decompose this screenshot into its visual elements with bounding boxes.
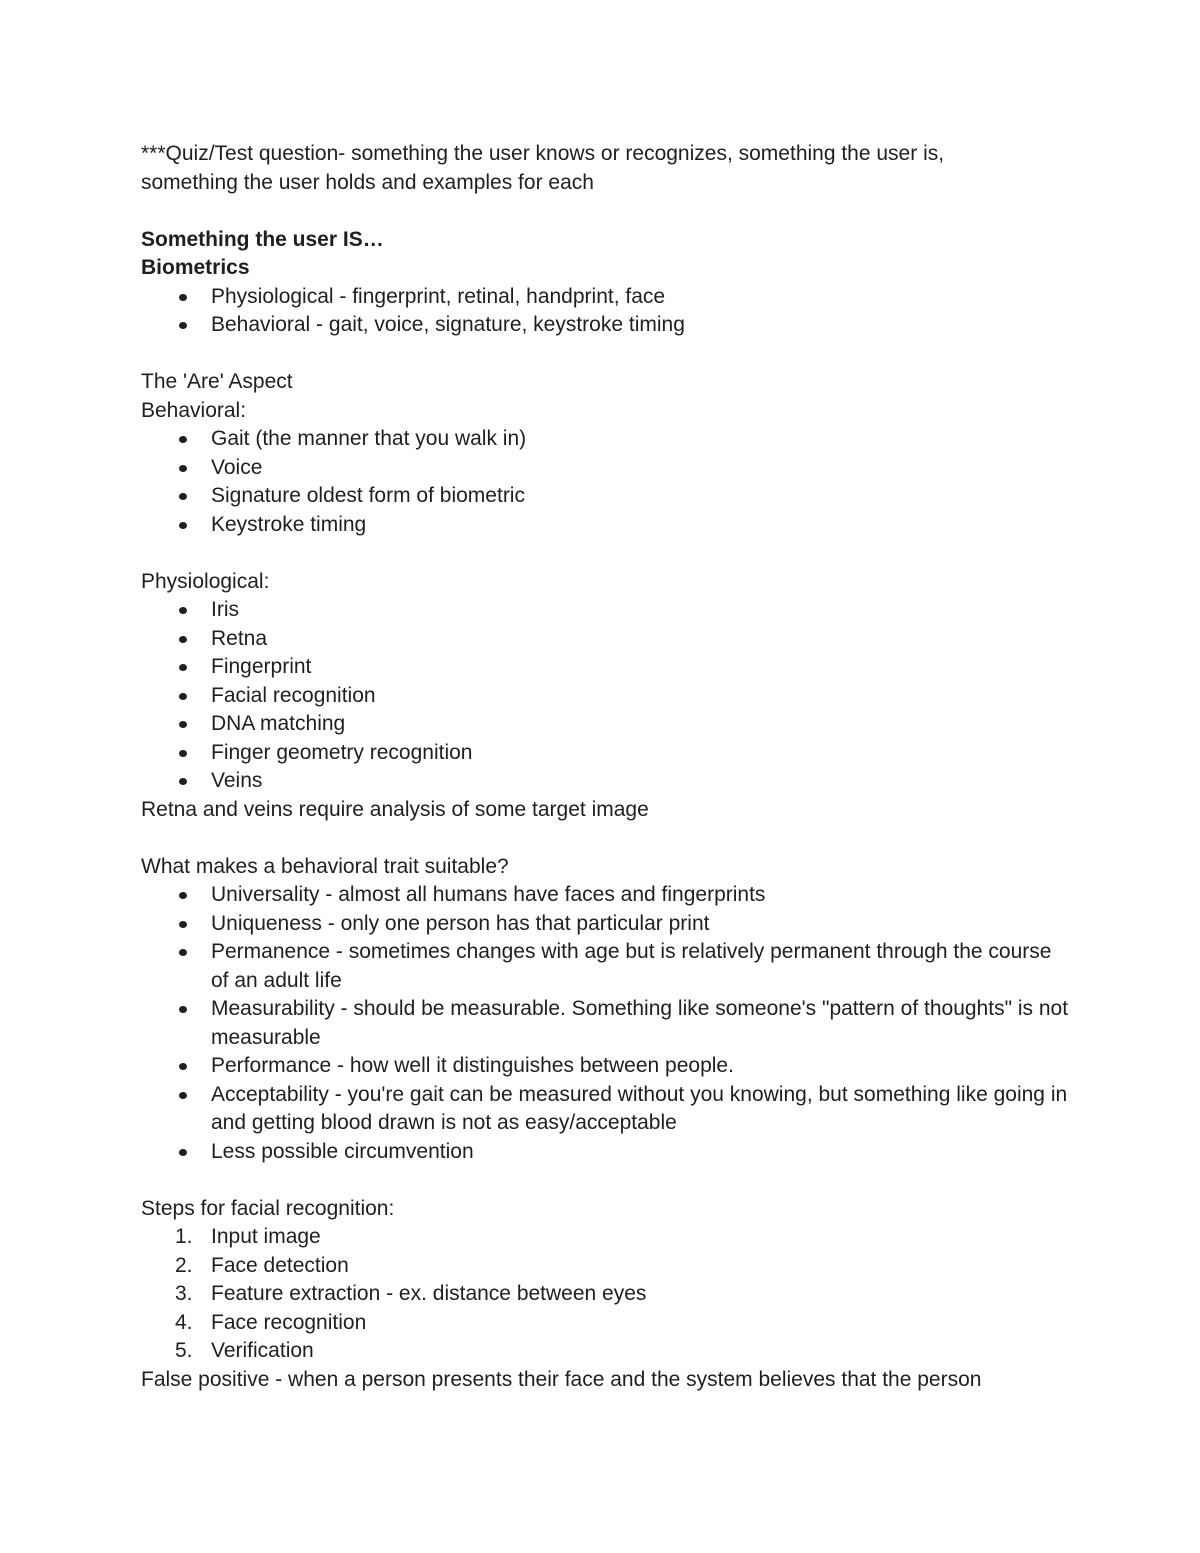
section-heading: Something the user IS… (141, 227, 384, 251)
facial-steps-list (141, 1223, 1071, 1366)
list-item: Retna (141, 625, 1071, 654)
step-text: Feature extraction - ex. distance between eyes (211, 1282, 647, 1305)
list-item: Uniqueness - only one person has that particular print (141, 910, 1071, 939)
list-item (141, 1280, 1071, 1309)
list-item: DNA matching (141, 710, 1071, 739)
physiological-label: Physiological: (141, 569, 270, 593)
step-number: 5. (175, 1339, 193, 1362)
list-item: Physiological - fingerprint, retinal, handprint, face (141, 283, 1071, 312)
document-page (141, 140, 1071, 1394)
suitability-list (141, 881, 1071, 1166)
step-text: Input image (211, 1225, 321, 1248)
list-item (141, 1223, 1071, 1252)
physiological-note: Retna and veins require analysis of some target image (141, 797, 649, 821)
list-item: Universality - almost all humans have faces and fingerprints (141, 881, 1071, 910)
intro-line-1: ***Quiz/Test question- something the user knows or recognizes, something the user is, (141, 142, 945, 165)
list-item: Voice (141, 454, 1071, 483)
list-item (141, 1252, 1071, 1281)
list-item (141, 1337, 1071, 1366)
step-number: 1. (175, 1225, 193, 1248)
list-item: Measurability - should be measurable. Something like someone's "pattern of thoughts" is not measurable (141, 995, 1071, 1052)
list-item: Gait (the manner that you walk in) (141, 425, 1071, 454)
list-item: Iris (141, 596, 1071, 625)
list-item: Permanence - sometimes changes with age but is relatively permanent through the course of an adult life (141, 938, 1071, 995)
list-item: Behavioral - gait, voice, signature, keystroke timing (141, 311, 1071, 340)
list-item: Keystroke timing (141, 511, 1071, 540)
list-item: Veins (141, 767, 1071, 796)
step-text: Face detection (211, 1253, 349, 1277)
suitability-question: What makes a behavioral trait suitable? (141, 854, 509, 878)
biometrics-list (141, 283, 1071, 340)
list-item: Finger geometry recognition (141, 739, 1071, 768)
behavioral-list (141, 425, 1071, 539)
list-item: Acceptability - you're gait can be measured without you knowing, but something like going in and getting blood drawn is not as easy/acceptable (141, 1081, 1071, 1138)
list-item: Less possible circumvention (141, 1138, 1071, 1167)
are-aspect-title: The 'Are' Aspect (141, 370, 293, 393)
step-text: Verification (211, 1339, 314, 1362)
intro-line-2: something the user holds and examples for each (141, 170, 594, 194)
list-item: Facial recognition (141, 682, 1071, 711)
step-number: 4. (175, 1310, 193, 1334)
behavioral-label: Behavioral: (141, 398, 247, 422)
section-subheading: Biometrics (141, 256, 250, 279)
step-number: 2. (175, 1253, 193, 1277)
step-text: Face recognition (211, 1310, 367, 1334)
list-item (141, 1309, 1071, 1338)
facial-steps-title: Steps for facial recognition: (141, 1196, 395, 1220)
step-number: 3. (175, 1282, 193, 1305)
list-item: Performance - how well it distinguishes between people. (141, 1052, 1071, 1081)
physiological-list (141, 596, 1071, 796)
list-item: Signature oldest form of biometric (141, 482, 1071, 511)
list-item: Fingerprint (141, 653, 1071, 682)
false-positive-text: False positive - when a person presents their face and the system believes that the person (141, 1367, 982, 1391)
